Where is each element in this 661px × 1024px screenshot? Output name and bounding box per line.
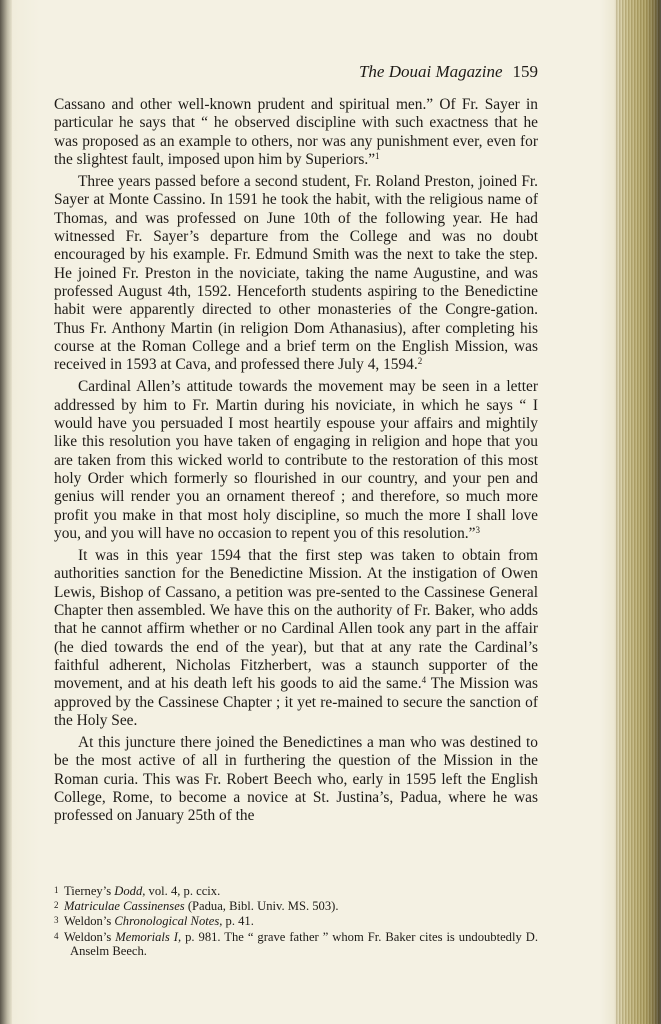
running-title: The Douai Magazine bbox=[358, 62, 503, 81]
paragraph-5 bbox=[54, 734, 538, 825]
footnote-text: Weldon’s bbox=[64, 914, 115, 929]
paragraph-1 bbox=[54, 96, 538, 169]
footnote-ref: 3 bbox=[475, 524, 480, 535]
footnote-title: Matriculae Cassinenses bbox=[64, 899, 185, 914]
footnote-text: p. 981. The “ grave father ” whom Fr. Baker cites is undoubtedly D. Anselm Beech. bbox=[70, 929, 538, 958]
footnote-text: (Padua, Bibl. Univ. MS. 503). bbox=[184, 899, 339, 914]
paragraph-text: Cassano and other well-known prudent and spiritual men.” Of Fr. Sayer in particular he says that “ he observed discipline with such exactness that he was proposed as an example to others, nor was any punishment ever, even for the slightest fault, imposed upon him by Superiors.” bbox=[54, 96, 538, 168]
footnote-ref: 2 bbox=[417, 356, 423, 367]
paragraph-text: Cardinal Allen’s attitude towards the movement may be seen in a letter addressed by him to Fr. Martin during his noviciate, in which he says “ I would have you persuaded I most heartily espouse your affairs and mightily like this resolution you have taken of engaging in religion and hope that you are taken from this wicked world to contribute to the restoration of this most holy Order which formerly so flourished in our country, and your pen and genius will render you an ornament thereof ; and therefore, so much more profit you make in that most holy discipline, so much the more I shall love you, and you will have no occasion to repent you of this resolution.” bbox=[54, 378, 538, 542]
footnote-number: 4 bbox=[54, 930, 59, 941]
footnote-number: 3 bbox=[54, 915, 59, 926]
paragraph-2 bbox=[54, 173, 538, 374]
footnote-title: Memorials I, bbox=[115, 929, 182, 944]
footnote-2 bbox=[54, 898, 538, 913]
paragraph-text: Three years passed before a second student, Fr. Roland Preston, joined Fr. Sayer at Monte Cassino. In 1591 he took the habit, with the religious name of Thomas, and was professed on June 10th of the following year. He had witnessed Fr. Sayer’s departure from the College and was no doubt encouraged by his example. Fr. Edmund Smith was the next to take the step. He joined Fr. Preston in the noviciate, taking the name Augustine, and was professed August 4th, 1592. Henceforth students aspiring to the Benedictine habit were apparently directed to other monasteries of the Congre-gation. Thus Fr. Anthony Martin (in religion Dom Athanasius), after completing his course at the Roman College and a brief term on the English Mission, was received in 1593 at Cava, and professed there July 4, 1594. bbox=[54, 173, 538, 374]
page-number: 159 bbox=[512, 62, 538, 81]
footnote-text: p. 41. bbox=[222, 914, 254, 929]
book-gutter bbox=[0, 0, 12, 1024]
footnote-4 bbox=[54, 929, 538, 958]
footnote-ref: 4 bbox=[421, 675, 427, 686]
page-edges bbox=[616, 0, 661, 1024]
footnote-text: vol. 4, p. ccix. bbox=[145, 884, 221, 898]
paragraph-4 bbox=[54, 547, 538, 730]
footnote-title: Chronological Notes, bbox=[114, 914, 223, 929]
footnote-3 bbox=[54, 913, 538, 928]
body-text bbox=[54, 96, 538, 826]
footnote-ref: 1 bbox=[375, 150, 380, 161]
paragraph-text: At this juncture there joined the Benedictines a man who was destined to be the most active of all in furthering the question of the Mission in the Roman curia. This was Fr. Robert Beech who, early in 1595 left the English College, Rome, to become a novice at St. Justina’s, Padua, where he was professed on January 25th of the bbox=[54, 734, 538, 825]
paragraph-text: It was in this year 1594 that the first step was taken to obtain from authorities sanction for the Benedictine Mission. At the instigation of Owen Lewis, Bishop of Cassano, a petition was pre-sented to the Cassinese General Chapter then assembled. We have this on the authority of Fr. Baker, who adds that he cannot affirm whether or no Cardinal Allen took any part in the affair (he died towards the end of the year), but that at any rate the Cardinal’s faithful adherent, Nicholas Fitzherbert, was a staunch supporter of the movement, and at his death left his goods to aid the same. bbox=[54, 547, 538, 693]
footnote-text: Weldon’s bbox=[64, 929, 116, 944]
running-head bbox=[359, 62, 538, 82]
paragraph-text-continued: The Mission was approved by the Cassinese Chapter ; it yet re-mained to secure the sanction of the Holy See. bbox=[54, 675, 538, 729]
footnote-number: 2 bbox=[54, 900, 59, 911]
paragraph-3 bbox=[54, 378, 538, 543]
footnote-number: 1 bbox=[54, 885, 59, 895]
footnote-title: Dodd, bbox=[114, 884, 146, 898]
footnote-1 bbox=[54, 883, 538, 898]
footnotes bbox=[54, 883, 538, 958]
footnote-text: Tierney’s bbox=[64, 884, 115, 898]
